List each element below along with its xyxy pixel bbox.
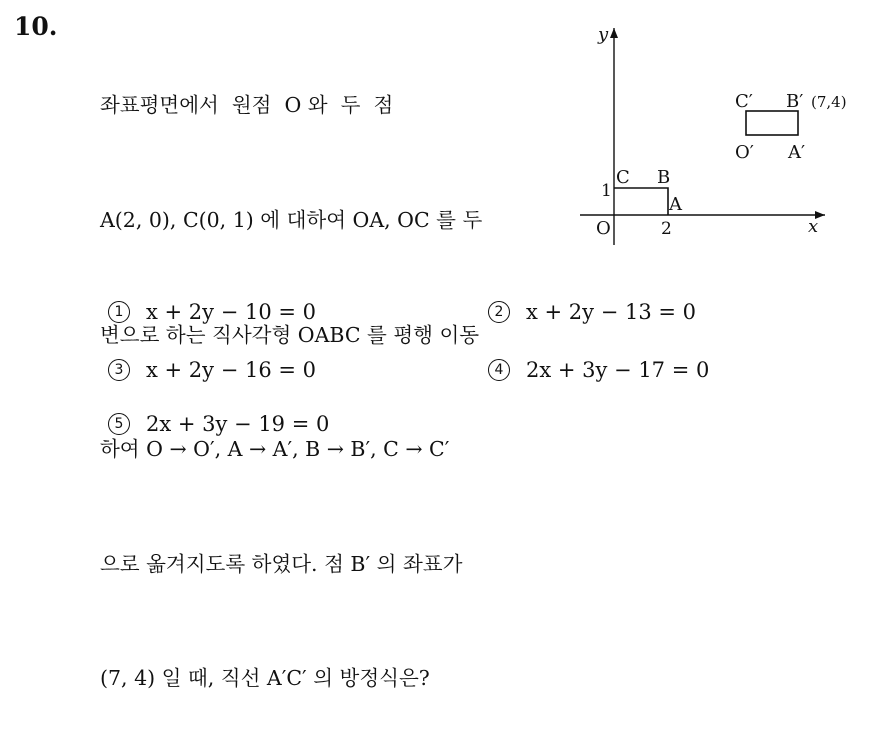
- stem-line: 으로 옮겨지도록 하였다. 점 B′ 의 좌표가: [100, 551, 463, 576]
- choice-number-icon: 3: [108, 359, 130, 381]
- point-C-prime-label: C′: [735, 91, 753, 112]
- stem-line: 좌표평면에서 원점 O 와 두 점: [100, 93, 394, 118]
- point-B-prime-label: B′: [786, 91, 804, 112]
- choice-text: 2x + 3y − 17 = 0: [526, 358, 710, 382]
- coordinate-figure: [580, 20, 880, 250]
- point-B-prime-coord: (7,4): [811, 93, 847, 111]
- choice-number-icon: 1: [108, 301, 130, 323]
- choice-2[interactable]: [488, 300, 696, 324]
- choice-1[interactable]: [108, 300, 316, 324]
- x-axis-label: x: [808, 216, 819, 237]
- choice-text: 2x + 3y − 19 = 0: [146, 412, 330, 436]
- point-O-prime-label: O′: [735, 142, 754, 163]
- y-axis-arrow-icon: [610, 28, 618, 38]
- stem-line: A(2, 0), C(0, 1) 에 대하여 OA, OC 를 두: [100, 208, 483, 232]
- tick-x-label: 2: [661, 219, 672, 239]
- point-B-label: B: [657, 167, 671, 188]
- origin-label: O: [596, 218, 611, 239]
- question-number: 10.: [14, 12, 58, 41]
- coordinate-plane: [580, 20, 880, 250]
- choice-number-icon: 4: [488, 359, 510, 381]
- choice-number-icon: 2: [488, 301, 510, 323]
- rectangle-OABC: [614, 188, 668, 215]
- choice-3[interactable]: [108, 358, 316, 382]
- stem-line: 변으로 하는 직사각형 OABC 를 평행 이동: [100, 322, 480, 347]
- choice-text: x + 2y − 10 = 0: [146, 300, 316, 324]
- choice-number-icon: 5: [108, 413, 130, 435]
- point-A-label: A: [669, 194, 682, 215]
- point-C-label: C: [616, 167, 630, 188]
- rectangle-translated: [746, 111, 798, 135]
- choice-5[interactable]: [108, 412, 329, 436]
- choice-text: x + 2y − 16 = 0: [146, 358, 316, 382]
- y-axis-label: y: [598, 24, 609, 45]
- choice-4[interactable]: [488, 358, 709, 382]
- stem-line: 하여 O → O′, A → A′, B → B′, C → C′: [100, 437, 450, 462]
- tick-y-label: 1: [601, 181, 612, 201]
- point-A-prime-label: A′: [788, 142, 806, 163]
- stem-line: (7, 4) 일 때, 직선 A′C′ 의 방정식은?: [100, 666, 430, 691]
- choice-text: x + 2y − 13 = 0: [526, 300, 696, 324]
